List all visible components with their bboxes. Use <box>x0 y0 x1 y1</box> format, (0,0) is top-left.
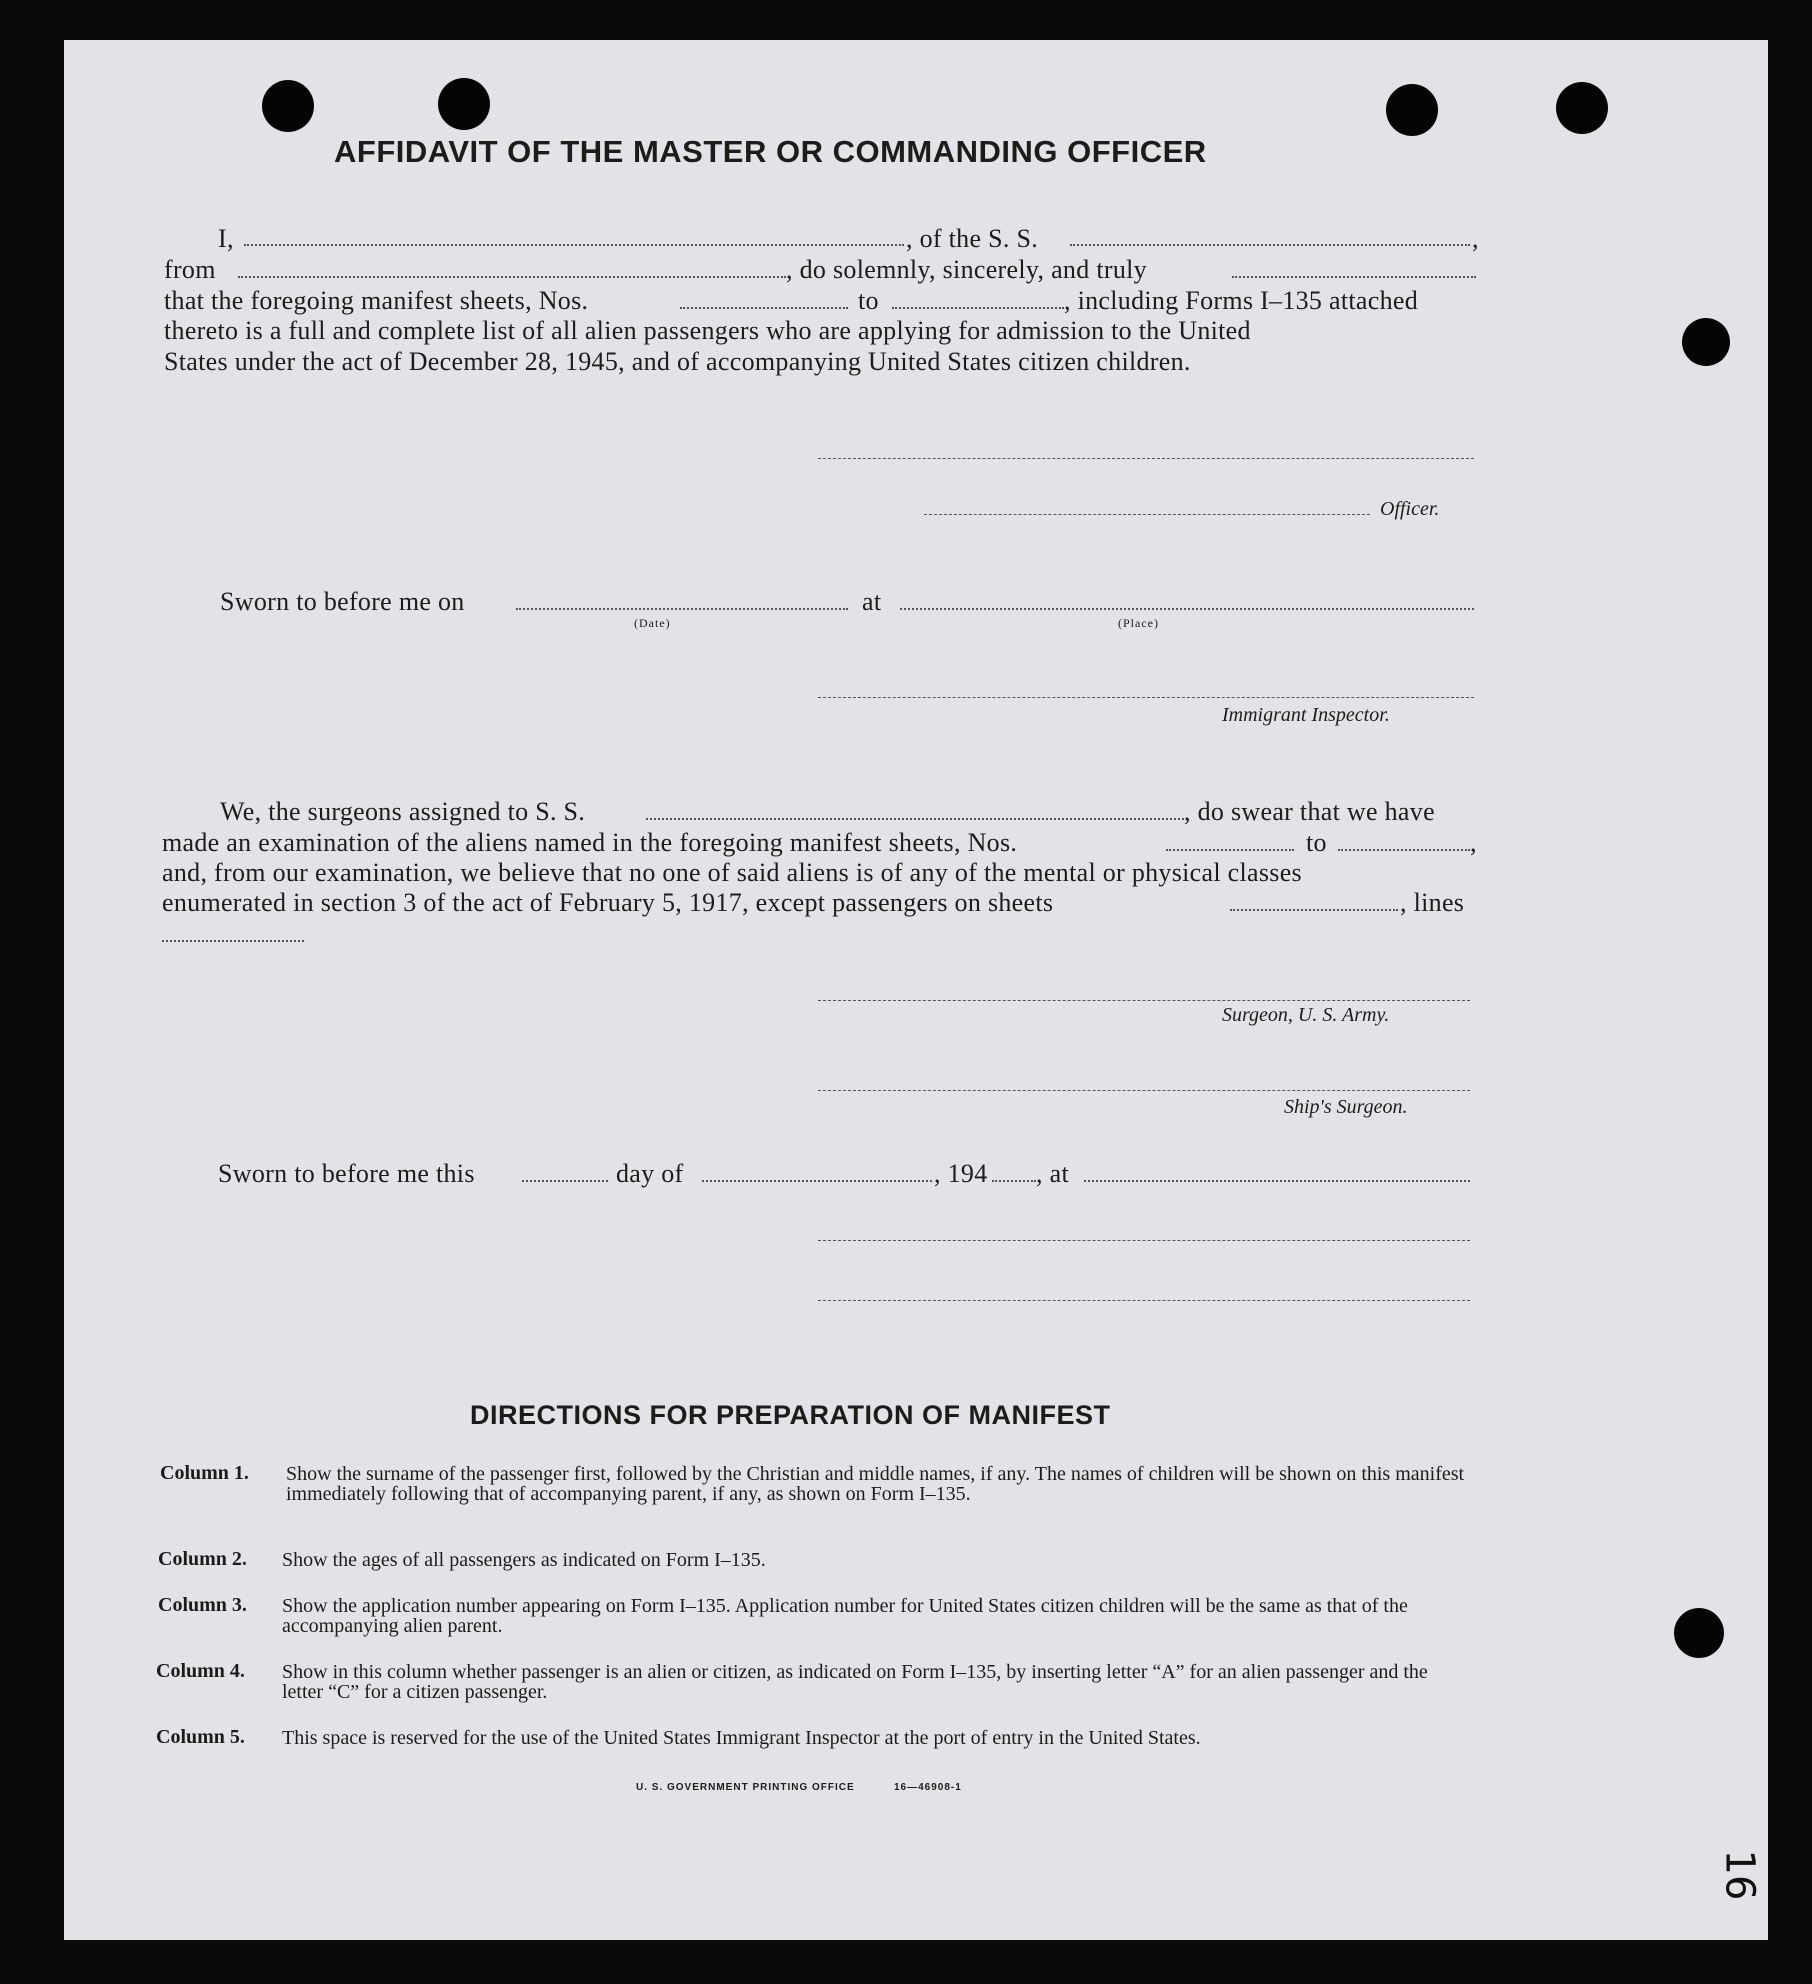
affidavit-title: AFFIDAVIT OF THE MASTER OR COMMANDING OFFICER <box>334 134 1207 169</box>
surgeons-line3: and, from our examination, we believe that no one of said aliens is of any of the mental or physical classes <box>162 858 1302 887</box>
surgeons-sheet-to-blank[interactable] <box>1338 849 1470 851</box>
affidavit-line1-b: , of the S. S. <box>906 224 1039 253</box>
ship-name-blank[interactable] <box>1070 244 1470 246</box>
sworn-day-blank[interactable] <box>522 1180 608 1182</box>
punch-hole <box>1556 82 1608 134</box>
officer-title-line[interactable] <box>924 514 1370 515</box>
column-1-text: Show the surname of the passenger first, followed by the Christian and middle names, if any. The names of children will be shown on this manifest immediately following that of accompanying parent, if any, as shown on Form I–135. <box>286 1463 1465 1505</box>
surgeons-line1-b: , do swear that we have <box>1184 797 1435 826</box>
surgeons-line2-c: , <box>1470 828 1477 857</box>
sworn-at2-text: , at <box>1036 1159 1069 1188</box>
surgeons-ship-blank[interactable] <box>646 818 1184 820</box>
affidavit-line2-b: , do solemnly, sincerely, and truly <box>786 255 1147 284</box>
directions-title: DIRECTIONS FOR PREPARATION OF MANIFEST <box>470 1400 1111 1430</box>
column-3-text: Show the application number appearing on Form I–135. Application number for United States citizen children will be the same as that of the accompanying alien parent. <box>282 1595 1408 1637</box>
sworn-year-blank[interactable] <box>992 1180 1036 1182</box>
sworn-at-place-blank[interactable] <box>1084 1180 1470 1182</box>
sworn-signature-line-1[interactable] <box>818 1240 1470 1241</box>
affidavit-line3-b: to <box>858 286 879 315</box>
sworn-date-blank[interactable] <box>516 608 848 610</box>
sworn-year-text: , 194 <box>934 1159 988 1188</box>
column-5-text: This space is reserved for the use of the United States Immigrant Inspector at the port of entry in the United States. <box>282 1727 1201 1749</box>
surgeons-line4-b: , lines <box>1400 888 1465 917</box>
place-caption: (Place) <box>1118 616 1159 630</box>
sworn-before-text: Sworn to before me on <box>220 587 465 616</box>
surgeons-line1-a: We, the surgeons assigned to S. S. <box>220 797 586 826</box>
sworn-place-blank[interactable] <box>900 608 1474 610</box>
officer-name-blank[interactable] <box>244 244 904 246</box>
surgeons-line2-b: to <box>1306 828 1327 857</box>
sheet-from-blank[interactable] <box>680 307 848 309</box>
ship-surgeon-signature-line[interactable] <box>818 1090 1470 1091</box>
column-3-label: Column 3. <box>158 1594 247 1616</box>
column-2-text: Show the ages of all passengers as indicated on Form I–135. <box>282 1549 766 1571</box>
sworn-day-text: Sworn to before me this <box>218 1159 475 1188</box>
punch-hole <box>1674 1608 1724 1658</box>
except-sheets-blank[interactable] <box>1230 909 1398 911</box>
sworn-at-text: at <box>862 587 882 616</box>
column-2-label: Column 2. <box>158 1548 247 1570</box>
from-port-blank[interactable] <box>238 276 786 278</box>
form-code: 16—46908-1 <box>894 1782 962 1793</box>
sworn-dayof-text: day of <box>616 1159 684 1188</box>
affidavit-line1-a: I, <box>218 224 234 253</box>
affidavit-line3-a: that the foregoing manifest sheets, Nos. <box>164 286 589 315</box>
printer-imprint: U. S. GOVERNMENT PRINTING OFFICE <box>636 1782 855 1793</box>
affidavit-line1-c: , <box>1472 224 1479 253</box>
punch-hole <box>1386 84 1438 136</box>
army-surgeon-label: Surgeon, U. S. Army. <box>1222 1004 1390 1026</box>
affidavit-line4: thereto is a full and complete list of all alien passengers who are applying for admission to the United <box>164 316 1251 345</box>
surgeons-sheet-from-blank[interactable] <box>1166 849 1294 851</box>
officer-label: Officer. <box>1380 498 1440 520</box>
date-caption: (Date) <box>634 616 671 630</box>
punch-hole <box>438 78 490 130</box>
sworn-month-blank[interactable] <box>702 1180 932 1182</box>
inspector-signature-line[interactable] <box>818 697 1474 698</box>
column-5-label: Column 5. <box>156 1726 245 1748</box>
officer-signature-line[interactable] <box>818 458 1474 459</box>
column-4-label: Column 4. <box>156 1660 245 1682</box>
ship-surgeon-label: Ship's Surgeon. <box>1284 1096 1408 1118</box>
punch-hole <box>1682 318 1730 366</box>
page-number: 16 <box>1716 1849 1763 1901</box>
army-surgeon-signature-line[interactable] <box>818 1000 1470 1001</box>
inspector-label: Immigrant Inspector. <box>1222 704 1390 726</box>
column-4-text: Show in this column whether passenger is an alien or citizen, as indicated on Form I–135, by inserting letter “A” for an alien passenger and the letter “C” for a citizen passenger. <box>282 1661 1428 1703</box>
except-lines-blank[interactable] <box>162 940 304 942</box>
affidavit-line5: States under the act of December 28, 1945, and of accompanying United States citizen children. <box>164 347 1191 376</box>
sworn-signature-line-2[interactable] <box>818 1300 1470 1301</box>
column-1-label: Column 1. <box>160 1462 249 1484</box>
surgeons-line4-a: enumerated in section 3 of the act of February 5, 1917, except passengers on sheets <box>162 888 1054 917</box>
punch-hole <box>262 80 314 132</box>
surgeons-line2-a: made an examination of the aliens named in the foregoing manifest sheets, Nos. <box>162 828 1018 857</box>
affidavit-line3-c: , including Forms I–135 attached <box>1064 286 1419 315</box>
affidavit-line2-a: from <box>164 255 216 284</box>
sheet-to-blank[interactable] <box>892 307 1064 309</box>
swear-blank[interactable] <box>1232 276 1476 278</box>
